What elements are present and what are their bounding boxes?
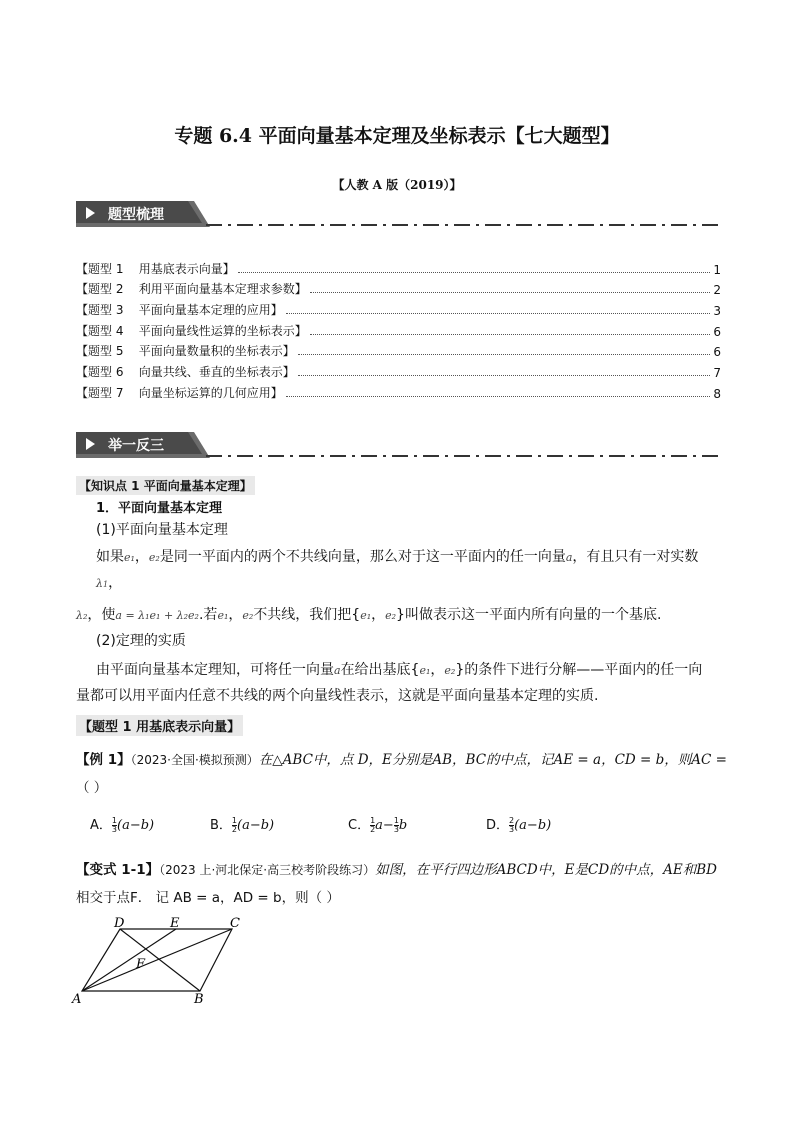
label-e: E — [170, 916, 180, 931]
option-c[interactable]: C． $\frac{1}{2}$ a− $\frac{1}{3}$ b — [348, 816, 408, 834]
banner-shape — [76, 199, 721, 229]
option-d[interactable]: D． $\frac{2}{3}$ (a−b) — [486, 816, 552, 834]
variant-1-1-stem: 【变式 1-1】（2023 上·河北保定·高三校考阶段练习）如图，在平行四边形ABCD中，E是CD的中点，AE和BD — [76, 862, 718, 878]
paragraph-line-2: λ₂，使a = λ₁e₁ + λ₂e₂.若e₁，e₂不共线，我们把{e₁，e₂}叫做表示这一平面内所有向量的一个基底. — [76, 607, 662, 623]
banner-shape — [76, 430, 721, 460]
label-f: F — [136, 957, 146, 972]
subheading-theorem: (1)平面向量基本定理 — [96, 522, 228, 538]
toc-item-7[interactable]: 【题型 7 向量坐标运算的几何应用】 8 — [76, 385, 721, 401]
table-of-contents — [76, 256, 721, 401]
banner-label: 题型梳理 — [108, 207, 164, 223]
parallelogram-figure — [70, 915, 250, 1005]
paragraph-line-3: 由平面向量基本定理知，可将任一向量a在给出基底{e₁，e₂}的条件下进行分解——平面内的任一向 — [96, 662, 703, 678]
example-1-stem: 【例 1】（2023·全国·模拟预测）在△ABC中，点 D，E分别是AB，BC的中点，记AE = a，CD = b，则AC = — [76, 752, 727, 768]
page-subtitle: 【人教 A 版（2019）】 — [332, 178, 462, 192]
subheading-essence: (2)定理的实质 — [96, 633, 186, 649]
example-1-paren: （ ） — [76, 780, 108, 796]
paragraph-line-1: 如果e₁，e₂是同一平面内的两个不共线向量，那么对于这一平面内的任一向量a，有且只有一对实数 — [96, 549, 699, 565]
section-banner-practice — [76, 430, 721, 460]
toc-item-3[interactable]: 【题型 3 平面向量基本定理的应用】 3 — [76, 303, 721, 319]
banner-label: 举一反三 — [108, 438, 164, 454]
page-title: 专题 6.4 平面向量基本定理及坐标表示【七大题型】 — [174, 125, 620, 147]
paragraph-line-4: 量都可以用平面内任意不共线的两个向量线性表示，这就是平面向量基本定理的实质. — [76, 688, 599, 704]
toc-item-6[interactable]: 【题型 6 向量共线、垂直的坐标表示】 7 — [76, 365, 721, 381]
type-1-label: 【题型 1 用基底表示向量】 — [76, 715, 243, 736]
toc-item-5[interactable]: 【题型 5 平面向量数量积的坐标表示】 6 — [76, 344, 721, 360]
toc-item-1[interactable]: 【题型 1 用基底表示向量】 1 — [76, 261, 721, 277]
section-banner-toc — [76, 199, 721, 229]
label-b: B — [194, 992, 204, 1005]
knowledge-point-label: 【知识点 1 平面向量基本定理】 — [76, 476, 255, 495]
label-c: C — [230, 916, 240, 931]
variant-1-1-stem-2: 相交于点F． 记 AB = a，AD = b，则（ ） — [76, 890, 340, 906]
label-d: D — [114, 916, 125, 931]
knowledge-heading: 1．平面向量基本定理 — [96, 501, 223, 516]
option-a[interactable]: A． $\frac{1}{3}$ (a−b) — [90, 816, 155, 834]
paragraph-line-lambda: λ1， — [96, 575, 123, 591]
toc-item-4[interactable]: 【题型 4 平面向量线性运算的坐标表示】 6 — [76, 323, 721, 339]
option-b[interactable]: B． $\frac{1}{2}$ (a−b) — [210, 816, 275, 834]
toc-item-2[interactable]: 【题型 2 利用平面向量基本定理求参数】 2 — [76, 282, 721, 298]
label-a: A — [72, 992, 82, 1005]
